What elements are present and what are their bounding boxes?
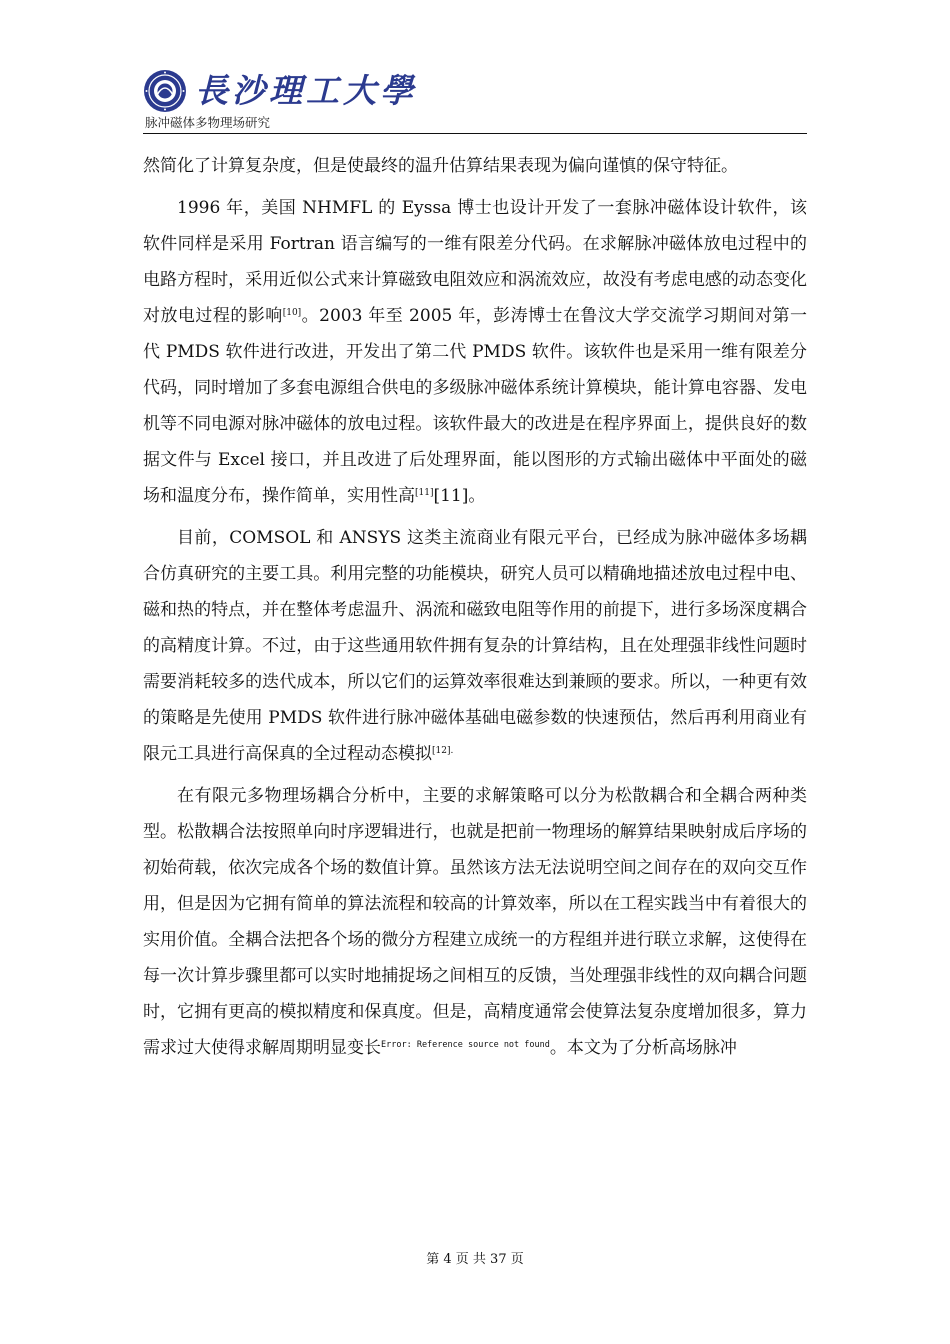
citation-ref: [11]: [415, 488, 434, 498]
paragraph-text: 。2003 年至 2005 年，彭涛博士在鲁汶大学交流学习期间对第一代 PMDS 软件进行改进，开发出了第二代 PMDS 软件。该软件也是采用一维有限差分代码，同时增加了多套电源组合供电的多级脉冲磁体系统计算模块，能计算电容器、发电机等不同电源对脉冲磁体的放电过程。该软件最大的改进是在程序界面上，提供良好的数据文件与 Excel 接口，并且改进了后处理界面，能以图形的方式输出磁体中平面处的磁场和温度分布，操作简单，实用性高: [143, 306, 807, 506]
paragraph-2: [143, 520, 807, 772]
header-subtitle: 脉冲磁体多物理场研究: [145, 115, 271, 130]
document-body: [143, 148, 807, 1068]
page-footer: 第 4 页 共 37 页: [426, 1252, 524, 1267]
citation-ref: [12].: [432, 746, 454, 756]
paragraph-text: 然简化了计算复杂度，但是使最终的温升估算结果表现为偏向谨慎的保守特征。: [143, 156, 738, 176]
paragraph-text: 在有限元多物理场耦合分析中，主要的求解策略可以分为松散耦合和全耦合两种类型。松散耦合法按照单向时序逻辑进行，也就是把前一物理场的解算结果映射成后序场的初始荷载，依次完成各个场的数值计算。虽然该方法无法说明空间之间存在的双向交互作用，但是因为它拥有简单的算法流程和较高的计算效率，所以在工程实践当中有着很大的实用价值。全耦合法把各个场的微分方程建立成统一的方程组并进行联立求解，这使得在每一次计算步骤里都可以实时地捕捉场之间相互的反馈，当处理强非线性的双向耦合问题时，它拥有更高的模拟精度和保真度。但是，高精度通常会使算法复杂度增加很多，算力需求过大使得求解周期明显变长: [143, 786, 807, 1058]
paragraph-0: [143, 148, 807, 184]
page-header: [143, 66, 807, 134]
paragraph-3: [143, 778, 807, 1066]
header-divider: [143, 133, 807, 134]
citation-error-ref: Error: Reference source not found: [381, 1040, 550, 1050]
citation-ref: [10]: [282, 308, 302, 318]
paragraph-text: 1996 年，美国 NHMFL 的 Eyssa 博士也设计开发了一套脉冲磁体设计软件，该软件同样是采用 Fortran 语言编写的一维有限差分代码。在求解脉冲磁体放电过程中的电路方程时，采用近似公式来计算磁致电阻效应和涡流效应，故没有考虑电感的动态变化对放电过程的影响: [143, 198, 807, 326]
university-logo: [143, 66, 417, 116]
paragraph-text: 。本文为了分析高场脉冲: [549, 1038, 737, 1058]
paragraph-text: 目前，COMSOL 和 ANSYS 这类主流商业有限元平台，已经成为脉冲磁体多场耦合仿真研究的主要工具。利用完整的功能模块，研究人员可以精确地描述放电过程中电、磁和热的特点，并在整体考虑温升、涡流和磁致电阻等作用的前提下，进行多场深度耦合的高精度计算。不过，由于这些通用软件拥有复杂的计算结构，且在处理强非线性问题时需要消耗较多的迭代成本，所以它们的运算效率很难达到兼顾的要求。所以，一种更有效的策略是先使用 PMDS 软件进行脉冲磁体基础电磁参数的快速预估，然后再利用商业有限元工具进行高保真的全过程动态模拟: [143, 528, 807, 764]
university-logo-text: 長沙理工大學: [195, 71, 417, 110]
paragraph-text: [11]。: [433, 486, 486, 506]
paragraph-1: [143, 190, 807, 514]
university-seal-icon: [143, 69, 187, 113]
